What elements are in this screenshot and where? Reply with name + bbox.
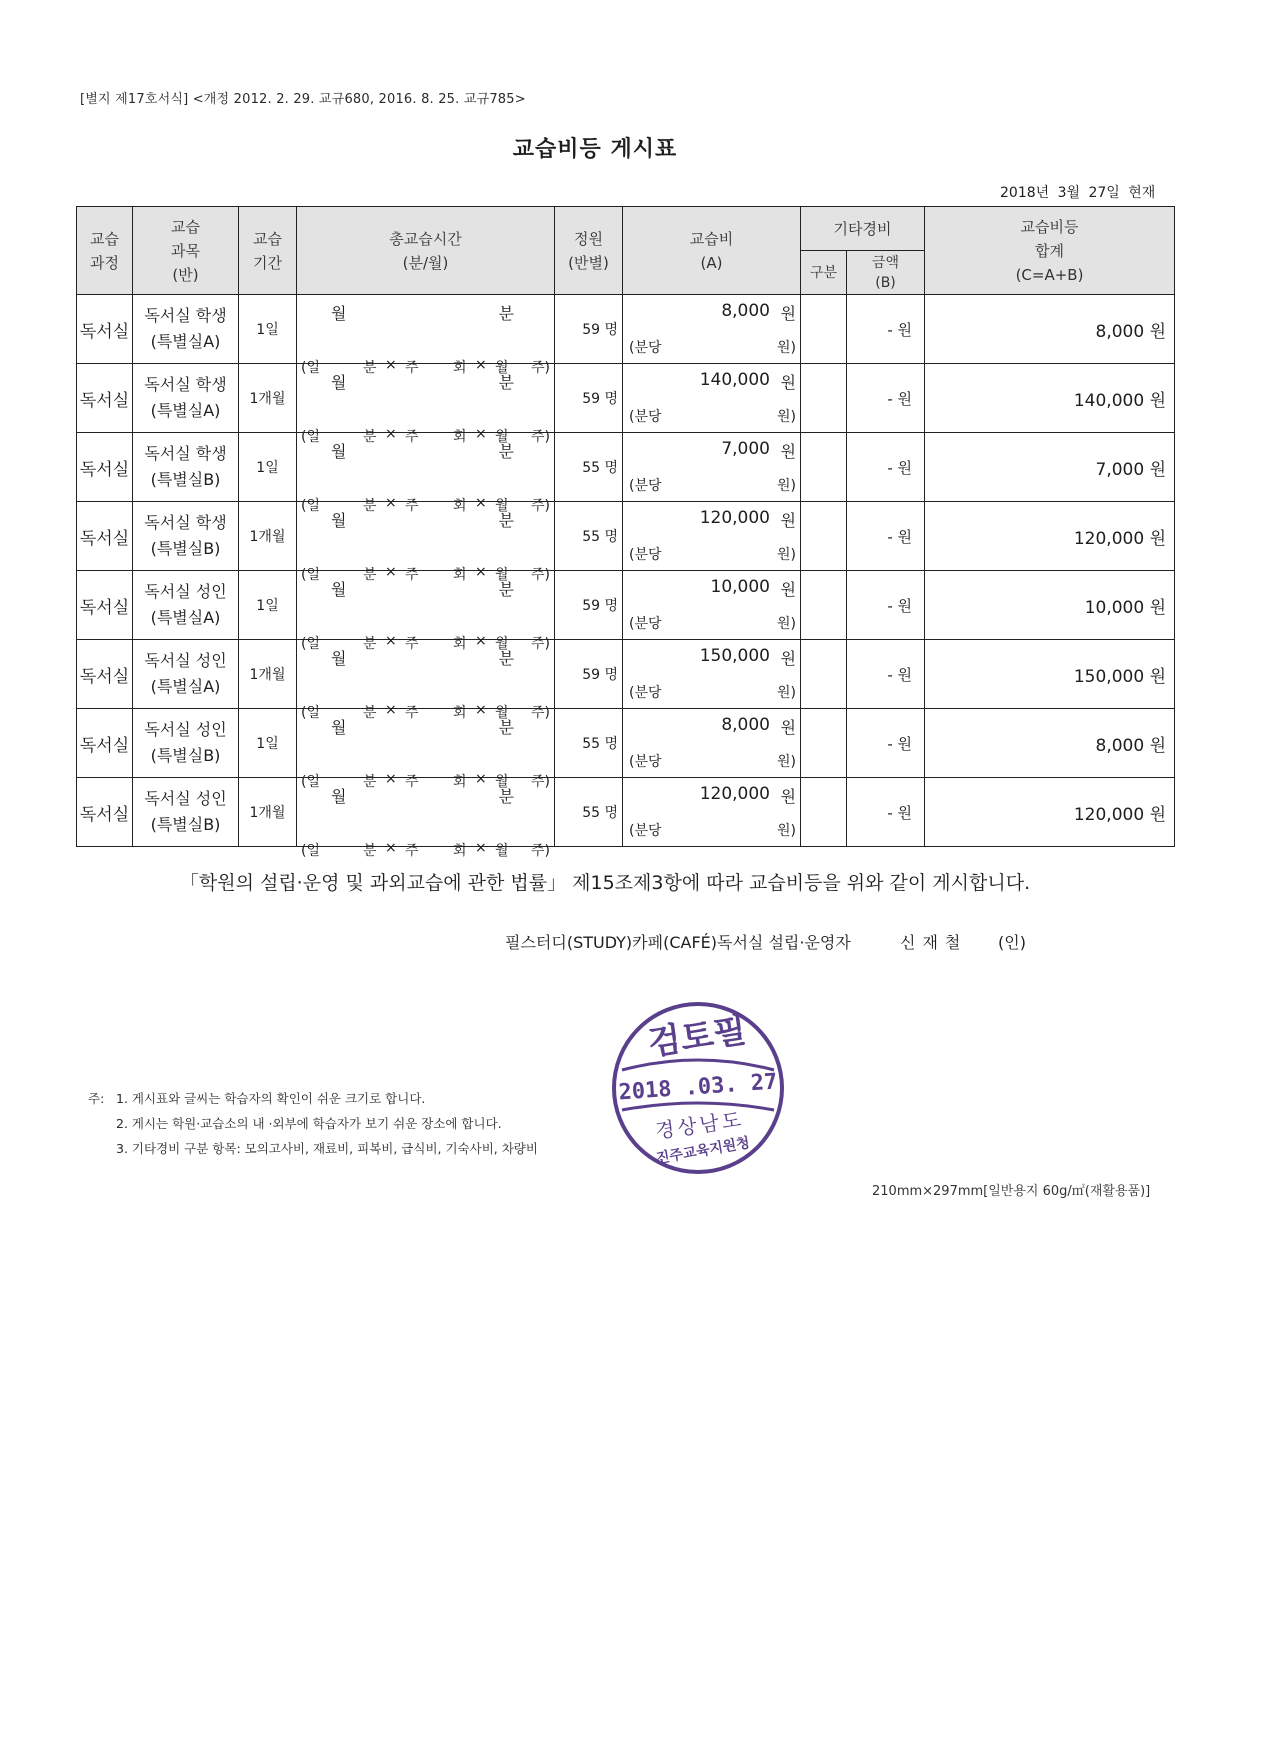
other-amount-cell: - 원 xyxy=(847,640,925,709)
per-minute-label: (분당 xyxy=(629,754,662,770)
label-week-end: 주) xyxy=(531,498,550,514)
quota-cell: 59 명 xyxy=(555,295,623,364)
label-month: 월 xyxy=(331,304,347,323)
note-item: 1. 게시표와 글씨는 학습자의 확인이 쉬운 크기로 합니다. xyxy=(116,1091,426,1106)
label-minute: 분 xyxy=(498,787,514,806)
label-minute: 분 xyxy=(498,580,514,599)
label-month2: 월 xyxy=(495,705,509,721)
fee-value: 8,000 xyxy=(721,715,770,735)
label-day: (일 xyxy=(301,429,320,445)
table-row xyxy=(77,364,1175,433)
label-count: 회 xyxy=(453,429,467,445)
course-cell: 독서실 xyxy=(77,640,133,709)
header-fee: 교습비 (A) xyxy=(623,207,801,295)
stamp-org-province: 경상남도 xyxy=(653,1106,746,1144)
label-minute: 분 xyxy=(498,718,514,737)
fee-cell xyxy=(623,433,801,502)
per-minute-label: (분당 xyxy=(629,823,662,839)
label-week: 주 xyxy=(405,567,419,583)
period-cell: 1개월 xyxy=(239,778,297,847)
label-day: (일 xyxy=(301,498,320,514)
label-week: 주 xyxy=(405,498,419,514)
label-month: 월 xyxy=(331,442,347,461)
label-week-end: 주) xyxy=(531,705,550,721)
label-month: 월 xyxy=(331,511,347,530)
label-min: 분 xyxy=(363,429,377,445)
label-week: 주 xyxy=(405,636,419,652)
total-hours-cell xyxy=(297,640,555,721)
label-times: × xyxy=(385,357,397,373)
fee-cell xyxy=(623,364,801,433)
label-count: 회 xyxy=(453,843,467,859)
label-count: 회 xyxy=(453,636,467,652)
label-day: (일 xyxy=(301,360,320,376)
label-month2: 월 xyxy=(495,774,509,790)
period-cell: 1개월 xyxy=(239,640,297,709)
label-min: 분 xyxy=(363,360,377,376)
paper-spec: 210mm×297mm[일반용지 60g/㎡(재활용품)] xyxy=(872,1184,1151,1199)
per-minute-unit: 원) xyxy=(777,754,796,770)
other-amount-cell: - 원 xyxy=(847,364,925,433)
total-hours-cell xyxy=(297,502,555,583)
label-minute: 분 xyxy=(498,304,514,323)
period-cell: 1일 xyxy=(239,571,297,640)
course-cell: 독서실 xyxy=(77,433,133,502)
label-count: 회 xyxy=(453,567,467,583)
total-hours-cell xyxy=(297,709,555,790)
fee-value: 7,000 xyxy=(721,439,770,459)
posting-date: 2018년 3월 27일 현재 xyxy=(1000,185,1156,201)
sum-cell: 8,000 원 xyxy=(925,295,1175,364)
per-minute-label: (분당 xyxy=(629,547,662,563)
fee-value: 140,000 xyxy=(699,370,770,390)
course-cell: 독서실 xyxy=(77,502,133,571)
label-times: × xyxy=(475,357,487,373)
header-sum: 교습비등 합계 (C=A+B) xyxy=(925,207,1175,295)
table-row xyxy=(77,433,1175,502)
fee-value: 150,000 xyxy=(699,646,770,666)
label-min: 분 xyxy=(363,636,377,652)
per-minute-unit: 원) xyxy=(777,685,796,701)
fee-cell xyxy=(623,571,801,640)
subject-cell: 독서실 성인 (특별실A) xyxy=(133,571,239,640)
fee-value: 120,000 xyxy=(699,784,770,804)
other-type-cell xyxy=(801,295,847,364)
table-row xyxy=(77,709,1175,778)
sum-cell: 140,000 원 xyxy=(925,364,1175,433)
subject-cell: 독서실 학생 (특별실A) xyxy=(133,364,239,433)
fee-cell xyxy=(623,295,801,364)
total-hours-cell xyxy=(297,364,555,445)
label-times: × xyxy=(475,840,487,856)
quota-cell: 55 명 xyxy=(555,778,623,847)
fee-cell xyxy=(623,502,801,571)
label-month: 월 xyxy=(331,718,347,737)
table-row xyxy=(77,571,1175,640)
label-month2: 월 xyxy=(495,636,509,652)
operator-label: 필스터디(STUDY)카페(CAFÉ)독서실 설립·운영자 xyxy=(505,933,851,952)
fee-unit: 원 xyxy=(780,787,796,806)
course-cell: 독서실 xyxy=(77,295,133,364)
label-minute: 분 xyxy=(498,649,514,668)
other-amount-cell: - 원 xyxy=(847,295,925,364)
label-month2: 월 xyxy=(495,429,509,445)
course-cell: 독서실 xyxy=(77,364,133,433)
table-row xyxy=(77,295,1175,364)
fee-unit: 원 xyxy=(780,649,796,668)
period-cell: 1일 xyxy=(239,433,297,502)
other-type-cell xyxy=(801,778,847,847)
label-day: (일 xyxy=(301,636,320,652)
fee-unit: 원 xyxy=(780,580,796,599)
total-hours-cell xyxy=(297,571,555,652)
fee-unit: 원 xyxy=(780,373,796,392)
sum-cell: 150,000 원 xyxy=(925,640,1175,709)
course-cell: 독서실 xyxy=(77,571,133,640)
sum-cell: 7,000 원 xyxy=(925,433,1175,502)
label-count: 회 xyxy=(453,774,467,790)
course-cell: 독서실 xyxy=(77,778,133,847)
label-week: 주 xyxy=(405,774,419,790)
note-item: 3. 기타경비 구분 항목: 모의고사비, 재료비, 피복비, 급식비, 기숙사비, 차량비 xyxy=(116,1141,538,1156)
quota-cell: 55 명 xyxy=(555,433,623,502)
other-type-cell xyxy=(801,640,847,709)
table-row xyxy=(77,502,1175,571)
label-week-end: 주) xyxy=(531,429,550,445)
sum-cell: 120,000 원 xyxy=(925,502,1175,571)
per-minute-unit: 원) xyxy=(777,616,796,632)
label-week: 주 xyxy=(405,360,419,376)
sum-cell: 8,000 원 xyxy=(925,709,1175,778)
subject-cell: 독서실 성인 (특별실B) xyxy=(133,778,239,847)
quota-cell: 55 명 xyxy=(555,502,623,571)
header-course: 교습 과정 xyxy=(77,207,133,295)
label-minute: 분 xyxy=(498,511,514,530)
label-month: 월 xyxy=(331,580,347,599)
total-hours-cell xyxy=(297,778,555,859)
label-week-end: 주) xyxy=(531,774,550,790)
per-minute-label: (분당 xyxy=(629,340,662,356)
label-times: × xyxy=(475,633,487,649)
fee-cell xyxy=(623,640,801,709)
notes-block xyxy=(88,1086,538,1161)
label-month: 월 xyxy=(331,787,347,806)
subject-cell: 독서실 학생 (특별실B) xyxy=(133,433,239,502)
subject-cell: 독서실 성인 (특별실A) xyxy=(133,640,239,709)
label-month: 월 xyxy=(331,649,347,668)
label-times: × xyxy=(385,840,397,856)
quota-cell: 55 명 xyxy=(555,709,623,778)
per-minute-unit: 원) xyxy=(777,823,796,839)
label-month2: 월 xyxy=(495,498,509,514)
label-week-end: 주) xyxy=(531,636,550,652)
period-cell: 1일 xyxy=(239,295,297,364)
label-week: 주 xyxy=(405,705,419,721)
fee-cell xyxy=(623,709,801,778)
label-week-end: 주) xyxy=(531,843,550,859)
per-minute-unit: 원) xyxy=(777,340,796,356)
fee-value: 10,000 xyxy=(710,577,770,597)
quota-cell: 59 명 xyxy=(555,364,623,433)
label-times: × xyxy=(385,702,397,718)
seal-mark: (인) xyxy=(998,933,1026,952)
label-day: (일 xyxy=(301,774,320,790)
sum-cell: 120,000 원 xyxy=(925,778,1175,847)
per-minute-label: (분당 xyxy=(629,409,662,425)
fee-unit: 원 xyxy=(780,442,796,461)
per-minute-label: (분당 xyxy=(629,478,662,494)
label-min: 분 xyxy=(363,705,377,721)
other-amount-cell: - 원 xyxy=(847,778,925,847)
fee-cell xyxy=(623,778,801,847)
label-month: 월 xyxy=(331,373,347,392)
label-count: 회 xyxy=(453,360,467,376)
label-minute: 분 xyxy=(498,442,514,461)
other-type-cell xyxy=(801,571,847,640)
legal-statement: 「학원의 설립·운영 및 과외교습에 관한 법률」 제15조제3항에 따라 교습비등을 위와 같이 게시합니다. xyxy=(179,872,1031,894)
label-min: 분 xyxy=(363,567,377,583)
stamp-title: 검토필 xyxy=(645,1010,749,1064)
label-times: × xyxy=(385,426,397,442)
other-type-cell xyxy=(801,364,847,433)
label-week-end: 주) xyxy=(531,567,550,583)
stamp-org-office: 진주교육지원청 xyxy=(654,1134,752,1168)
per-minute-label: (분당 xyxy=(629,616,662,632)
subject-cell: 독서실 학생 (특별실A) xyxy=(133,295,239,364)
label-day: (일 xyxy=(301,843,320,859)
header-other-expenses: 기타경비 xyxy=(801,207,925,251)
fee-unit: 원 xyxy=(780,511,796,530)
period-cell: 1개월 xyxy=(239,364,297,433)
per-minute-unit: 원) xyxy=(777,409,796,425)
table-row xyxy=(77,778,1175,847)
other-type-cell xyxy=(801,502,847,571)
subject-cell: 독서실 성인 (특별실B) xyxy=(133,709,239,778)
fee-table xyxy=(76,206,1175,859)
other-amount-cell: - 원 xyxy=(847,433,925,502)
form-note: [별지 제17호서식] <개정 2012. 2. 29. 교규680, 2016. 8. 25. 교규785> xyxy=(80,92,526,107)
table-row xyxy=(77,640,1175,709)
label-min: 분 xyxy=(363,774,377,790)
label-week: 주 xyxy=(405,429,419,445)
label-times: × xyxy=(385,771,397,787)
label-times: × xyxy=(475,426,487,442)
header-period: 교습 기간 xyxy=(239,207,297,295)
label-minute: 분 xyxy=(498,373,514,392)
total-hours-cell xyxy=(297,295,555,376)
fee-unit: 원 xyxy=(780,718,796,737)
label-day: (일 xyxy=(301,705,320,721)
notes-lead: 주: xyxy=(88,1091,105,1106)
label-times: × xyxy=(385,633,397,649)
label-times: × xyxy=(385,564,397,580)
signer-line xyxy=(505,930,1026,953)
review-stamp-icon xyxy=(608,998,788,1178)
label-month2: 월 xyxy=(495,567,509,583)
fee-value: 120,000 xyxy=(699,508,770,528)
note-item: 2. 게시는 학원·교습소의 내 ·외부에 학습자가 보기 쉬운 장소에 합니다. xyxy=(116,1116,502,1131)
other-amount-cell: - 원 xyxy=(847,502,925,571)
per-minute-unit: 원) xyxy=(777,478,796,494)
label-min: 분 xyxy=(363,498,377,514)
other-type-cell xyxy=(801,433,847,502)
fee-unit: 원 xyxy=(780,304,796,323)
sum-cell: 10,000 원 xyxy=(925,571,1175,640)
label-count: 회 xyxy=(453,498,467,514)
label-times: × xyxy=(475,771,487,787)
other-amount-cell: - 원 xyxy=(847,709,925,778)
period-cell: 1개월 xyxy=(239,502,297,571)
header-other-amount: 금액 (B) xyxy=(847,251,925,295)
label-times: × xyxy=(475,495,487,511)
label-times: × xyxy=(475,702,487,718)
header-subject: 교습 과목 (반) xyxy=(133,207,239,295)
label-month2: 월 xyxy=(495,843,509,859)
per-minute-label: (분당 xyxy=(629,685,662,701)
label-times: × xyxy=(475,564,487,580)
total-hours-cell xyxy=(297,433,555,514)
label-count: 회 xyxy=(453,705,467,721)
stamp-date: 2018 .03. 27 xyxy=(617,1069,779,1106)
label-month2: 월 xyxy=(495,360,509,376)
quota-cell: 59 명 xyxy=(555,640,623,709)
label-min: 분 xyxy=(363,843,377,859)
label-day: (일 xyxy=(301,567,320,583)
other-amount-cell: - 원 xyxy=(847,571,925,640)
other-type-cell xyxy=(801,709,847,778)
fee-value: 8,000 xyxy=(721,301,770,321)
page-title: 교습비등 게시표 xyxy=(512,137,678,162)
header-total-hours: 총교습시간 (분/월) xyxy=(297,207,555,295)
label-times: × xyxy=(385,495,397,511)
label-week-end: 주) xyxy=(531,360,550,376)
label-week: 주 xyxy=(405,843,419,859)
header-other-type: 구분 xyxy=(801,251,847,295)
course-cell: 독서실 xyxy=(77,709,133,778)
operator-name: 신재철 xyxy=(900,933,968,952)
period-cell: 1일 xyxy=(239,709,297,778)
subject-cell: 독서실 학생 (특별실B) xyxy=(133,502,239,571)
header-quota: 정원 (반별) xyxy=(555,207,623,295)
quota-cell: 59 명 xyxy=(555,571,623,640)
per-minute-unit: 원) xyxy=(777,547,796,563)
